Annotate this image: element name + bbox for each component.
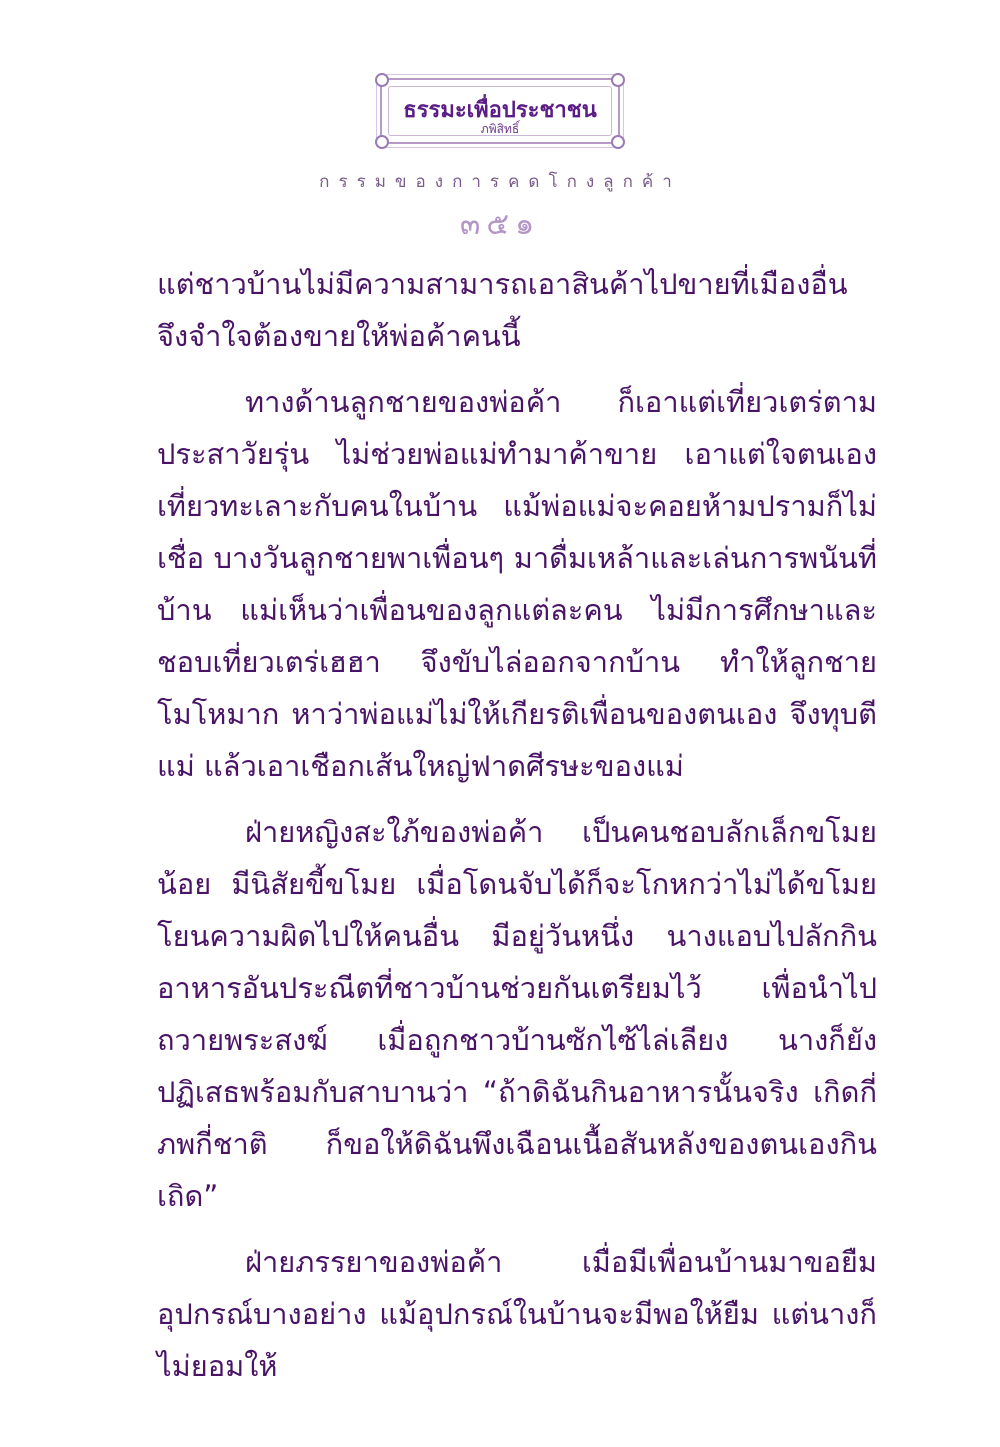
logo-title: ธรรมะเพื่อประชาชน <box>403 97 597 123</box>
paragraph: แต่ชาวบ้านไม่มีความสามารถเอาสินค้าไปขายที่เมืองอื่น จึงจำใจต้องขายให้พ่อค้าคนนี้ <box>157 267 848 353</box>
paragraph: ฝ่ายภรรยาของพ่อค้า เมื่อมีเพื่อนบ้านมาขอยืมอุปกรณ์บางอย่าง แม้อุปกรณ์ในบ้านจะมีพอให้ยืม แต่นางก็ไม่ยอมให้ <box>157 1245 877 1383</box>
page-header <box>0 78 1000 248</box>
logo-subtitle: ภพิสิทธิ์ <box>480 122 520 136</box>
ornament-icon <box>375 73 389 87</box>
chapter-title: กรรมของการคดโกงลูกค้า <box>319 172 681 192</box>
paragraph: ทางด้านลูกชายของพ่อค้า ก็เอาแต่เที่ยวเตร่ตามประสาวัยรุ่น ไม่ช่วยพ่อแม่ทำมาค้าขาย เอาแต่ใจตนเอง เที่ยวทะเลาะกับคนในบ้าน แม้พ่อแม่จะคอยห้ามปรามก็ไม่เชื่อ บางวันลูกชายพาเพื่อนๆ มาดื่มเหล้าและเล่นการพนันที่บ้าน แม่เห็นว่าเพื่อนของลูกแต่ละคน ไม่มีการศึกษาและชอบเที่ยวเตร่เฮฮา จึงขับไล่ออกจากบ้าน ทำให้ลูกชายโมโหมาก หาว่าพ่อแม่ไม่ให้เกียรติเพื่อนของตนเอง จึงทุบตีแม่ แล้วเอาเชือกเส้นใหญ่ฟาดศีรษะของแม่ <box>157 385 877 783</box>
ornament-icon <box>611 73 625 87</box>
page-number: ๓๕๑ <box>459 207 541 242</box>
paragraph: ฝ่ายหญิงสะใภ้ของพ่อค้า เป็นคนชอบลักเล็กขโมยน้อย มีนิสัยขี้ขโมย เมื่อโดนจับได้ก็จะโกหกว่าไม่ได้ขโมย โยนความผิดไปให้คนอื่น มีอยู่วันหนึ่ง นางแอบไปลักกินอาหารอันประณีตที่ชาวบ้านช่วยกันเตรียมไว้ เพื่อนำไปถวายพระสงฆ์ เมื่อถูกชาวบ้านซักไซ้ไล่เลียง นางก็ยังปฏิเสธพร้อมกับสาบานว่า “ถ้าดิฉันกินอาหารนั้นจริง เกิดกี่ภพกี่ชาติ ก็ขอให้ดิฉันพึงเฉือนเนื้อสันหลังของตนเองกินเถิด” <box>157 815 877 1213</box>
book-logo <box>380 78 620 144</box>
body-text <box>157 258 877 1406</box>
